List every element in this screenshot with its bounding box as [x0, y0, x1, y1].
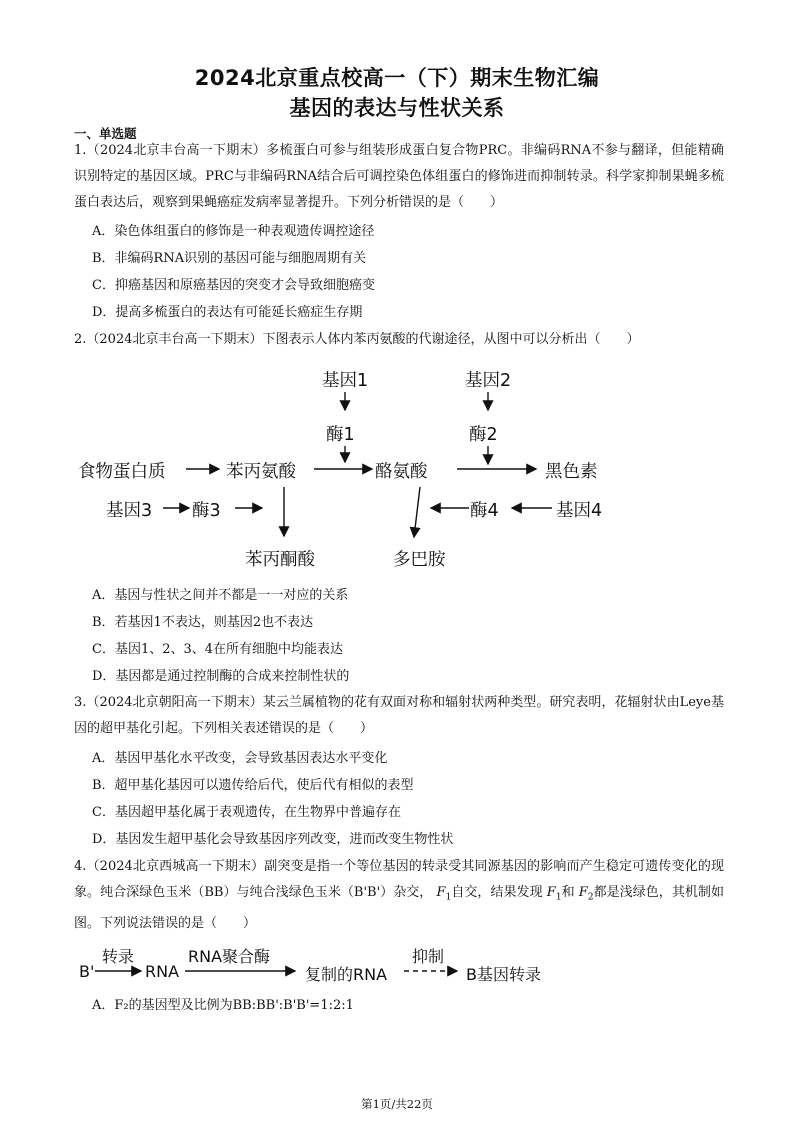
melanin-label: 黑色素 [545, 462, 598, 482]
enzyme-1-label: 酶1 [326, 425, 355, 445]
f1-symbol-2: $F_1$ [546, 885, 562, 903]
tyrosine-label: 酪氨酸 [375, 462, 428, 482]
enzyme-2-label: 酶2 [469, 425, 498, 445]
page-subtitle: 基因的表达与性状关系 [289, 96, 505, 120]
question-4-stem-part-b: 自交，结果发现 [451, 885, 543, 900]
question-2-stem: 2.（2024北京丰台高一下期末）下图表示人体内苯丙氨酸的代谢途径，从图中可以分析出（ ） [74, 332, 640, 347]
question-1-option-a: A．染色体组蛋白的修饰是一种表观遗传调控途径 [92, 224, 375, 239]
food-protein-label: 食物蛋白质 [78, 462, 166, 482]
f2-symbol: $F_2$ [578, 885, 594, 903]
page-title: 2024北京重点校高一（下）期末生物汇编 [194, 66, 600, 90]
gene-4-label: 基因4 [556, 501, 603, 521]
question-3-option-b: B．超甲基化基因可以遗传给后代，使后代有相似的表型 [92, 778, 414, 793]
gene-1-label: 基因1 [322, 371, 369, 391]
question-1-option-d: D．提高多梳蛋白的表达有可能延长癌症生存期 [92, 305, 363, 320]
question-4-stem-part-c: 都是浅绿色，其机制如图。下列说法错误的是（ ） [74, 885, 724, 931]
enzyme-4-label: 酶4 [470, 501, 499, 521]
b-prime-label: B' [79, 962, 95, 981]
inhibit-label: 抑制 [412, 947, 445, 966]
question-4-option-a: A．F₂的基因型及比例为BB:BB':B'B'=1:2:1 [92, 998, 354, 1013]
gene-3-label: 基因3 [106, 501, 153, 521]
rna-label: RNA [145, 962, 180, 981]
section-heading: 一、单选题 [74, 126, 137, 141]
phenylpyruvate-label: 苯丙酮酸 [245, 550, 315, 570]
question-1-option-b: B．非编码RNA识别的基因可能与细胞周期有关 [92, 251, 367, 266]
question-2-option-b: B．若基因1不表达，则基因2也不表达 [92, 615, 314, 630]
question-1-stem: 1.（2024北京丰台高一下期末）多梳蛋白可参与组装形成蛋白复合物PRC。非编码RNA不参与翻译，但能精确识别特定的基因区域。PRC与非编码RNA结合后可调控染色体组蛋白的修饰进而抑制转录。科学家抑制果蝇多梳蛋白表达后，观察到果蝇癌症发病率显著提升。下列分析错误的是（ ） [74, 143, 724, 210]
question-3-option-a: A．基因甲基化水平改变，会导致基因表达水平变化 [92, 751, 388, 766]
question-2-option-a: A．基因与性状之间并不都是一一对应的关系 [92, 588, 349, 603]
question-2-option-c: C．基因1、2、3、4在所有细胞中均能表达 [92, 642, 344, 657]
question-4-stem-part-a: 4.（2024北京西城高一下期末）副突变是指一个等位基因的转录受其同源基因的影响而产生稳定可遗传变化的现象。纯合深绿色玉米（BB）与纯合浅绿色玉米（B'B'）杂交， [74, 859, 724, 900]
enzyme-3-label: 酶3 [192, 501, 221, 521]
question-3-option-d: D．基因发生超甲基化会导致基因序列改变，进而改变生物性状 [92, 832, 454, 847]
phenylalanine-label: 苯丙氨酸 [226, 462, 296, 482]
gene-2-label: 基因2 [465, 371, 512, 391]
b-gene-transcription-label: B基因转录 [466, 965, 541, 984]
replicated-rna-label: 复制的RNA [305, 965, 388, 984]
page-footer: 第1页/共22页 [361, 1097, 433, 1111]
question-1-option-c: C．抑癌基因和原癌基因的突变才会导致细胞癌变 [92, 278, 375, 293]
dopamine-label: 多巴胺 [393, 550, 446, 570]
question-2-option-d: D．基因都是通过控制酶的合成来控制性状的 [92, 669, 350, 684]
transcription-label: 转录 [102, 947, 135, 966]
question-3-option-c: C．基因超甲基化属于表观遗传，在生物界中普遍存在 [92, 805, 401, 820]
question-3-stem: 3.（2024北京朝阳高一下期末）某云兰属植物的花有双面对称和辐射状两种类型。研究表明，花辐射状由Leye基因的超甲基化引起。下列相关表述错误的是（ ） [74, 695, 724, 736]
rna-polymerase-label: RNA聚合酶 [188, 947, 271, 966]
f1-symbol: $F_1$ [436, 885, 452, 903]
question-4-and: 和 [561, 885, 575, 900]
